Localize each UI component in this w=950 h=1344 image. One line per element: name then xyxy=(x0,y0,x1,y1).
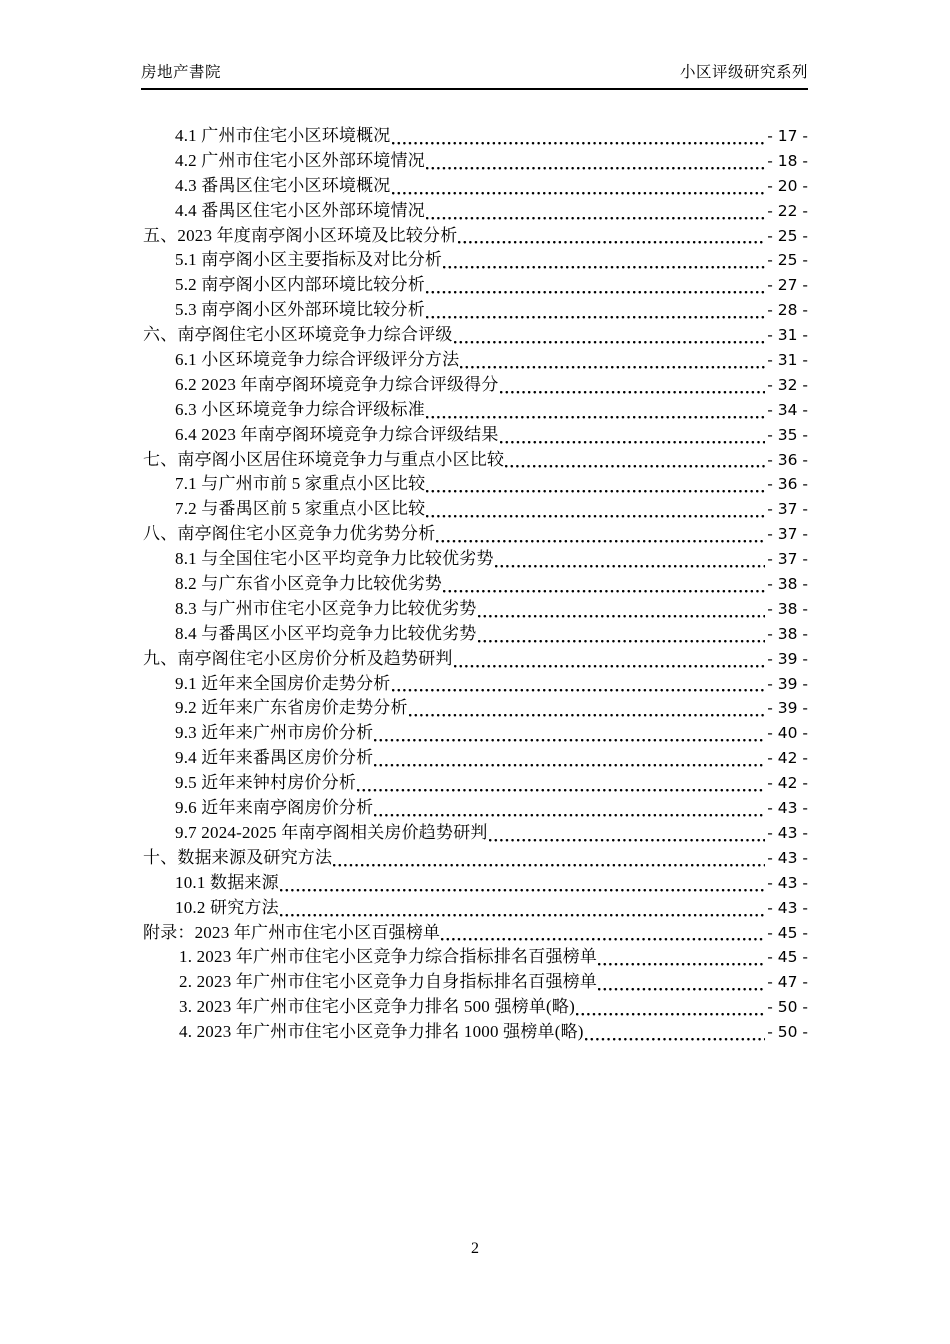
dot-leader xyxy=(426,472,765,497)
toc-entry[interactable] xyxy=(143,423,808,448)
toc-entry-page-number: - 31 - xyxy=(767,351,808,370)
toc-entry-label: 9.3 近年来广州市房价分析 xyxy=(175,723,374,743)
toc-entry-label: 8.4 与番禺区小区平均竞争力比较优劣势 xyxy=(175,623,477,643)
toc-entry-page-number: - 43 - xyxy=(767,823,808,842)
toc-entry[interactable] xyxy=(143,348,808,373)
toc-entry-page-number: - 20 - xyxy=(767,176,808,195)
toc-entry-page-number: - 36 - xyxy=(767,475,808,494)
toc-entry-label: 8.1 与全国住宅小区平均竞争力比较优劣势 xyxy=(175,549,494,569)
toc-entry-page-number: - 45 - xyxy=(767,923,808,942)
toc-entry[interactable] xyxy=(143,721,808,746)
toc-entry[interactable] xyxy=(143,174,808,199)
dot-leader xyxy=(374,721,765,746)
dot-leader xyxy=(374,796,765,821)
dot-leader xyxy=(426,199,765,224)
toc-entry[interactable] xyxy=(143,921,808,946)
dot-leader xyxy=(280,896,765,921)
toc-entry-label: 6.2 2023 年南亭阁环境竞争力综合评级得分 xyxy=(175,374,499,394)
dot-leader xyxy=(443,248,765,273)
dot-leader xyxy=(458,224,765,249)
toc-entry[interactable] xyxy=(143,149,808,174)
dot-leader xyxy=(495,547,766,572)
toc-entry-page-number: - 38 - xyxy=(767,575,808,594)
dot-leader xyxy=(500,373,766,398)
toc-entry-label: 九、南亭阁住宅小区房价分析及趋势研判 xyxy=(143,648,453,668)
toc-entry-page-number: - 25 - xyxy=(767,226,808,245)
dot-leader xyxy=(489,821,766,846)
toc-entry-label: 4.2 广州市住宅小区外部环境情况 xyxy=(175,150,425,170)
toc-entry-page-number: - 37 - xyxy=(767,525,808,544)
dot-leader xyxy=(333,846,765,871)
toc-entry-label: 七、南亭阁小区居住环境竞争力与重点小区比较 xyxy=(143,449,505,469)
toc-entry[interactable] xyxy=(143,622,808,647)
toc-entry-page-number: - 39 - xyxy=(767,699,808,718)
toc-entry[interactable] xyxy=(143,696,808,721)
toc-entry-page-number: - 28 - xyxy=(767,301,808,320)
toc-entry[interactable] xyxy=(143,871,808,896)
toc-entry[interactable] xyxy=(143,597,808,622)
toc-entry[interactable] xyxy=(143,273,808,298)
dot-leader xyxy=(454,647,766,672)
toc-entry-page-number: - 40 - xyxy=(767,724,808,743)
toc-entry-label: 9.6 近年来南亭阁房价分析 xyxy=(175,798,374,818)
table-of-contents xyxy=(143,124,808,1045)
toc-entry-page-number: - 37 - xyxy=(767,550,808,569)
toc-entry-page-number: - 31 - xyxy=(767,326,808,345)
toc-entry-page-number: - 50 - xyxy=(767,998,808,1017)
toc-entry-page-number: - 43 - xyxy=(767,898,808,917)
toc-entry-page-number: - 38 - xyxy=(767,599,808,618)
toc-entry[interactable] xyxy=(143,547,808,572)
toc-entry[interactable] xyxy=(143,497,808,522)
toc-entry-page-number: - 36 - xyxy=(767,450,808,469)
toc-entry-page-number: - 38 - xyxy=(767,624,808,643)
dot-leader xyxy=(426,497,765,522)
toc-entry[interactable] xyxy=(143,323,808,348)
toc-entry[interactable] xyxy=(143,472,808,497)
toc-entry-label: 7.1 与广州市前 5 家重点小区比较 xyxy=(175,474,426,494)
dot-leader xyxy=(505,448,765,473)
toc-entry[interactable] xyxy=(143,970,808,995)
toc-entry[interactable] xyxy=(143,796,808,821)
toc-entry-page-number: - 39 - xyxy=(767,649,808,668)
toc-entry-label: 8.3 与广州市住宅小区竞争力比较优劣势 xyxy=(175,598,477,618)
toc-entry-page-number: - 25 - xyxy=(767,251,808,270)
toc-entry[interactable] xyxy=(143,124,808,149)
toc-entry-label: 4.4 番禺区住宅小区外部环境情况 xyxy=(175,200,425,220)
toc-entry-page-number: - 42 - xyxy=(767,774,808,793)
dot-leader xyxy=(478,622,766,647)
toc-entry-label: 5.2 南亭阁小区内部环境比较分析 xyxy=(175,275,425,295)
toc-entry-label: 10.2 研究方法 xyxy=(175,897,279,917)
dot-leader xyxy=(392,672,766,697)
toc-entry-page-number: - 18 - xyxy=(767,151,808,170)
toc-entry[interactable] xyxy=(143,248,808,273)
toc-entry-label: 6.4 2023 年南亭阁环境竞争力综合评级结果 xyxy=(175,424,499,444)
dot-leader xyxy=(598,970,765,995)
header-right-title: 小区评级研究系列 xyxy=(679,64,808,81)
toc-entry-label: 9.4 近年来番禺区房价分析 xyxy=(175,748,374,768)
toc-entry-label: 2. 2023 年广州市住宅小区竞争力自身指标排名百强榜单 xyxy=(179,972,598,992)
dot-leader xyxy=(357,771,765,796)
toc-entry[interactable] xyxy=(143,945,808,970)
toc-entry-page-number: - 35 - xyxy=(767,425,808,444)
toc-entry-page-number: - 22 - xyxy=(767,201,808,220)
toc-entry-page-number: - 37 - xyxy=(767,500,808,519)
dot-leader xyxy=(280,871,765,896)
toc-entry-label: 9.1 近年来全国房价走势分析 xyxy=(175,673,391,693)
toc-entry-label: 4. 2023 年广州市住宅小区竞争力排名 1000 强榜单(略) xyxy=(179,1022,584,1042)
page-header xyxy=(141,60,808,90)
toc-entry-label: 6.3 小区环境竞争力综合评级标准 xyxy=(175,399,425,419)
toc-entry-label: 9.5 近年来钟村房价分析 xyxy=(175,773,357,793)
toc-entry-label: 4.1 广州市住宅小区环境概况 xyxy=(175,126,391,145)
toc-entry-page-number: - 47 - xyxy=(767,973,808,992)
header-left-title: 房地产書院 xyxy=(141,64,222,81)
toc-entry[interactable] xyxy=(143,572,808,597)
dot-leader xyxy=(460,348,765,373)
toc-entry-label: 9.2 近年来广东省房价走势分析 xyxy=(175,698,408,718)
toc-entry[interactable] xyxy=(143,672,808,697)
dot-leader xyxy=(443,572,765,597)
toc-entry[interactable] xyxy=(143,373,808,398)
dot-leader xyxy=(436,522,765,547)
toc-entry-label: 10.1 数据来源 xyxy=(175,872,279,892)
dot-leader xyxy=(374,746,765,771)
toc-entry-page-number: - 17 - xyxy=(767,127,808,145)
dot-leader xyxy=(585,1020,766,1045)
toc-entry-page-number: - 34 - xyxy=(767,400,808,419)
dot-leader xyxy=(426,398,765,423)
dot-leader xyxy=(598,945,765,970)
toc-entry-label: 十、数据来源及研究方法 xyxy=(143,847,333,867)
toc-entry[interactable] xyxy=(143,522,808,547)
toc-entry-label: 9.7 2024-2025 年南亭阁相关房价趋势研判 xyxy=(175,822,488,842)
footer-page-number: 2 xyxy=(471,1240,479,1257)
toc-entry[interactable] xyxy=(143,647,808,672)
toc-entry-page-number: - 32 - xyxy=(767,375,808,394)
toc-entry[interactable] xyxy=(143,1020,808,1045)
dot-leader xyxy=(426,149,765,174)
toc-entry-label: 7.2 与番禺区前 5 家重点小区比较 xyxy=(175,499,426,519)
dot-leader xyxy=(500,423,766,448)
toc-entry[interactable] xyxy=(143,398,808,423)
toc-entry-page-number: - 42 - xyxy=(767,749,808,768)
toc-entry-page-number: - 39 - xyxy=(767,674,808,693)
dot-leader xyxy=(441,921,765,946)
toc-entry[interactable] xyxy=(143,771,808,796)
toc-entry-page-number: - 43 - xyxy=(767,848,808,867)
page-footer xyxy=(0,1240,950,1258)
toc-entry[interactable] xyxy=(143,298,808,323)
toc-entry[interactable] xyxy=(143,224,808,249)
toc-entry-label: 6.1 小区环境竞争力综合评级评分方法 xyxy=(175,350,460,370)
toc-entry-label: 3. 2023 年广州市住宅小区竞争力排名 500 强榜单(略) xyxy=(179,997,575,1017)
toc-entry[interactable] xyxy=(143,846,808,871)
toc-entry[interactable] xyxy=(143,746,808,771)
toc-entry[interactable] xyxy=(143,896,808,921)
dot-leader xyxy=(426,298,765,323)
toc-entry[interactable] xyxy=(143,199,808,224)
dot-leader xyxy=(392,124,766,149)
toc-entry-label: 4.3 番禺区住宅小区环境概况 xyxy=(175,175,391,195)
toc-entry-label: 1. 2023 年广州市住宅小区竞争力综合指标排名百强榜单 xyxy=(179,947,598,967)
toc-entry-label: 5.3 南亭阁小区外部环境比较分析 xyxy=(175,300,425,320)
toc-entry-label: 六、南亭阁住宅小区环境竞争力综合评级 xyxy=(143,325,453,345)
dot-leader xyxy=(454,323,766,348)
toc-entry-page-number: - 50 - xyxy=(767,1023,808,1042)
toc-entry-page-number: - 45 - xyxy=(767,948,808,967)
dot-leader xyxy=(426,273,765,298)
toc-entry-page-number: - 27 - xyxy=(767,276,808,295)
dot-leader xyxy=(478,597,766,622)
toc-entry-label: 八、南亭阁住宅小区竞争力优劣势分析 xyxy=(143,524,436,544)
toc-entry-page-number: - 43 - xyxy=(767,799,808,818)
dot-leader xyxy=(409,696,766,721)
toc-entry-page-number: - 43 - xyxy=(767,873,808,892)
toc-entry[interactable] xyxy=(143,448,808,473)
toc-entry-label: 五、2023 年度南亭阁小区环境及比较分析 xyxy=(143,225,458,245)
toc-entry-label: 附录：2023 年广州市住宅小区百强榜单 xyxy=(143,922,441,942)
dot-leader xyxy=(392,174,766,199)
toc-entry-label: 8.2 与广东省小区竞争力比较优劣势 xyxy=(175,574,443,594)
toc-entry-label: 5.1 南亭阁小区主要指标及对比分析 xyxy=(175,250,443,270)
toc-entry[interactable] xyxy=(143,995,808,1020)
toc-entry[interactable] xyxy=(143,821,808,846)
dot-leader xyxy=(576,995,765,1020)
